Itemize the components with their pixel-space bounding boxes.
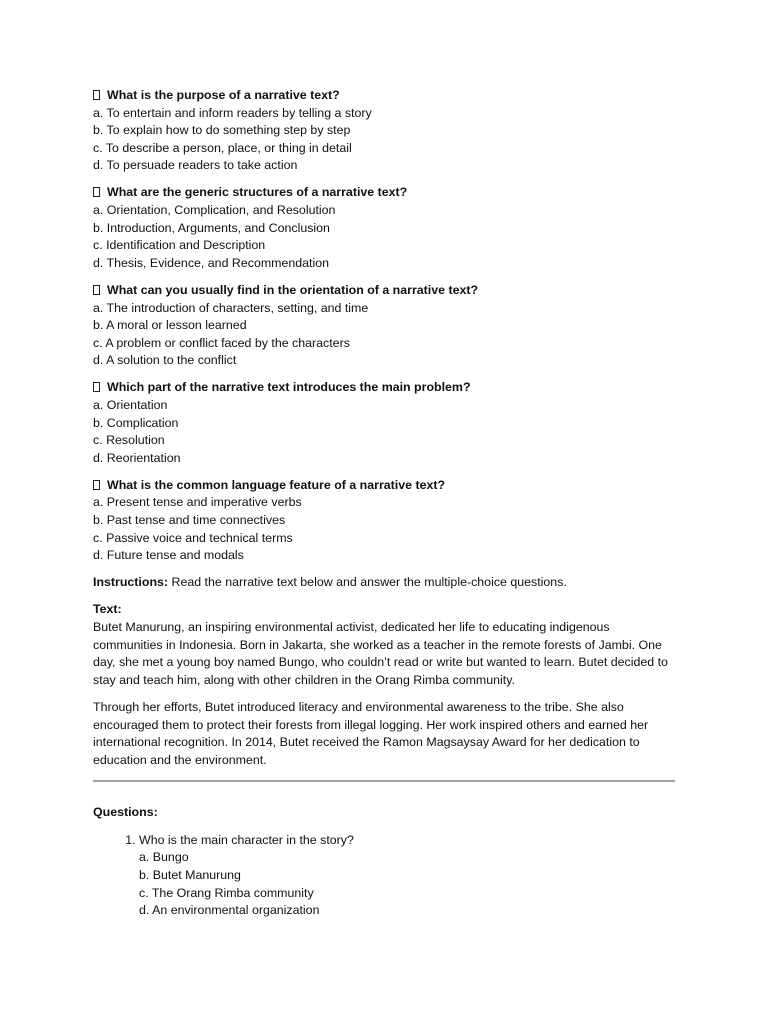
question-option: a. Bungo bbox=[139, 850, 189, 865]
quiz-question-text: What is the common language feature of a narrative text? bbox=[107, 477, 446, 492]
quiz-question-title bbox=[93, 87, 678, 105]
quiz-option: c. Resolution bbox=[93, 433, 165, 448]
quiz-option: b. To explain how to do something step by step bbox=[93, 123, 351, 138]
quiz-question bbox=[93, 379, 678, 467]
quiz-option: c. Identification and Description bbox=[93, 238, 266, 253]
question-option: d. An environmental organization bbox=[139, 903, 320, 918]
quiz-option: a. Orientation, Complication, and Resolution bbox=[93, 203, 336, 218]
checkbox-glyph-icon bbox=[93, 480, 100, 490]
quiz-option: c. A problem or conflict faced by the characters bbox=[93, 335, 350, 350]
checkbox-glyph-icon bbox=[93, 382, 100, 392]
quiz-question bbox=[93, 184, 678, 272]
quiz-option: d. To persuade readers to take action bbox=[93, 158, 298, 173]
quiz-option: a. Present tense and imperative verbs bbox=[93, 495, 302, 510]
instructions-label: Instructions: bbox=[93, 575, 169, 590]
question-option: b. Butet Manurung bbox=[139, 868, 241, 883]
quiz-option: b. Complication bbox=[93, 415, 179, 430]
question-item bbox=[139, 832, 678, 920]
quiz-question-text: What can you usually find in the orientation of a narrative text? bbox=[107, 282, 479, 297]
quiz-option: a. To entertain and inform readers by telling a story bbox=[93, 105, 372, 120]
quiz-question-title bbox=[93, 477, 678, 495]
reading-label: Text: bbox=[93, 602, 122, 617]
quiz-option: d. Thesis, Evidence, and Recommendation bbox=[93, 255, 330, 270]
quiz-option: a. Orientation bbox=[93, 398, 168, 412]
checkbox-glyph-icon bbox=[93, 285, 100, 295]
quiz-question bbox=[93, 87, 678, 175]
quiz-question bbox=[93, 477, 678, 565]
quiz-question-title bbox=[93, 184, 678, 202]
question-text: 1. Who is the main character in the story? bbox=[139, 832, 354, 847]
quiz-question-text: Which part of the narrative text introduces the main problem? bbox=[107, 380, 471, 395]
instructions-text: Read the narrative text below and answer the multiple-choice questions. bbox=[168, 575, 567, 590]
questions-label: Questions: bbox=[93, 805, 158, 820]
checkbox-glyph-icon bbox=[93, 90, 100, 100]
quiz-question-text: What is the purpose of a narrative text? bbox=[107, 88, 340, 102]
quiz-question-title bbox=[93, 379, 678, 397]
quiz-option: a. The introduction of characters, setting, and time bbox=[93, 300, 369, 315]
quiz-option: d. Reorientation bbox=[93, 450, 181, 465]
questions-list bbox=[93, 832, 678, 920]
document-content bbox=[93, 87, 678, 920]
horizontal-divider bbox=[93, 780, 675, 782]
quiz-option: b. Past tense and time connectives bbox=[93, 513, 286, 528]
quiz-question-text: What are the generic structures of a narrative text? bbox=[107, 185, 408, 200]
quiz-option: c. To describe a person, place, or thing in detail bbox=[93, 140, 352, 155]
quiz-option: b. Introduction, Arguments, and Conclusion bbox=[93, 220, 330, 235]
quiz-option: c. Passive voice and technical terms bbox=[93, 530, 293, 545]
quiz-question bbox=[93, 282, 678, 370]
checkbox-glyph-icon bbox=[93, 187, 100, 197]
instructions-paragraph bbox=[93, 574, 678, 592]
reading-paragraph: Butet Manurung, an inspiring environmental activist, dedicated her life to educating indigenous communities in Indonesia. Born in Jakarta, she worked as a teacher in the remote forests of Jambi. One day, she met a young boy named Bungo, who couldn’t read or write but wanted to learn. Butet decided to stay and teach him, along with other children in the Orang Rimba community. bbox=[93, 620, 668, 687]
quiz-option: d. Future tense and modals bbox=[93, 548, 244, 563]
reading-section bbox=[93, 601, 678, 769]
reading-paragraph: Through her efforts, Butet introduced literacy and environmental awareness to the tribe. She also encouraged them to protect their forests from illegal logging. Her work inspired others and earned her international recognition. In 2014, Butet received the Ramon Magsaysay Award for her dedication to education and the environment. bbox=[93, 699, 649, 767]
quiz-option: d. A solution to the conflict bbox=[93, 353, 237, 368]
quiz-question-title bbox=[93, 282, 678, 300]
quiz-option: b. A moral or lesson learned bbox=[93, 318, 247, 333]
question-option: c. The Orang Rimba community bbox=[139, 885, 314, 900]
